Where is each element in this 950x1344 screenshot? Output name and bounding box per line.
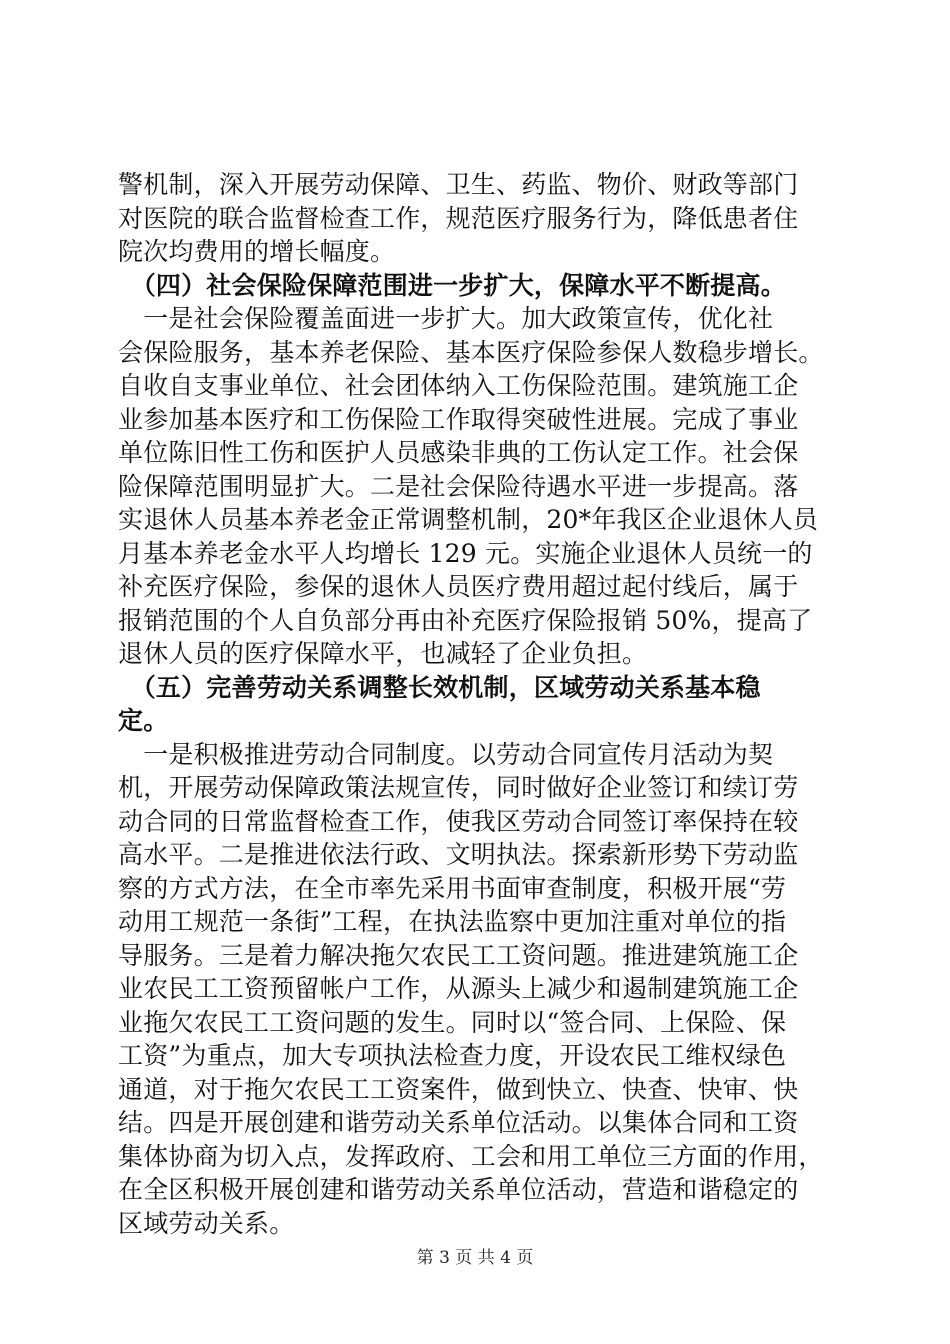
text-line: 通道，对于拖欠农民工工资案件，做到快立、快查、快审、快: [118, 1074, 799, 1104]
text-line: 会保险服务，基本养老保险、基本医疗保险参保人数稳步增长。: [118, 337, 824, 367]
text-line: 报销范围的个人自负部分再由补充医疗保险报销 50%，提高了: [118, 605, 813, 635]
text-line: 一是社会保险覆盖面进一步扩大。加大政策宣传，优化社: [118, 304, 774, 333]
page-number-footer: 第 3 页 共 4 页: [416, 1248, 534, 1268]
text-line: 一是积极推进劳动合同制度。以劳动合同宣传月活动为契: [118, 739, 774, 769]
text-line: 察的方式方法，在全市率先采用书面审查制度，积极开展“劳: [118, 873, 787, 903]
text-line: 退休人员的医疗保障水平，也减轻了企业负担。: [118, 639, 648, 668]
section-heading: （四）社会保险保障范围进一步扩大，保障水平不断提高。: [118, 270, 786, 300]
text-line: 业参加基本医疗和工伤保险工作取得突破性进展。完成了事业: [118, 404, 799, 434]
text-line: 月基本养老金水平人均增长 129 元。实施企业退休人员统一的: [118, 538, 813, 568]
text-line: 险保障范围明显扩大。二是社会保险待遇水平进一步提高。落: [118, 471, 799, 501]
section-heading: 定。: [118, 706, 169, 735]
text-line: 补充医疗保险，参保的退休人员医疗费用超过起付线后，属于: [118, 572, 799, 601]
document-body: [118, 168, 838, 1240]
text-line: 自收自支事业单位、社会团体纳入工伤保险范围。建筑施工企: [118, 371, 799, 400]
section-heading: （五）完善劳动关系调整长效机制，区域劳动关系基本稳: [118, 672, 761, 702]
text-line: 业农民工工资预留帐户工作，从源头上减少和遏制建筑施工企: [118, 974, 799, 1003]
text-line: 区域劳动关系。: [118, 1208, 295, 1238]
text-line: 动合同的日常监督检查工作，使我区劳动合同签订率保持在较: [118, 806, 799, 836]
text-line: 警机制，深入开展劳动保障、卫生、药监、物价、财政等部门: [118, 170, 799, 199]
text-line: 动用工规范一条街”工程，在执法监察中更加注重对单位的指: [118, 907, 787, 936]
text-line: 机，开展劳动保障政策法规宣传，同时做好企业签订和续订劳: [118, 773, 799, 802]
text-line: 单位陈旧性工伤和医护人员感染非典的工伤认定工作。社会保: [118, 438, 799, 467]
text-line: 业拖欠农民工工资问题的发生。同时以“签合同、上保险、保: [118, 1007, 787, 1037]
text-line: 实退休人员基本养老金正常调整机制，20*年我区企业退休人员: [118, 505, 819, 534]
text-line: 集体协商为切入点，发挥政府、工会和用工单位三方面的作用，: [118, 1141, 824, 1171]
text-line: 高水平。二是推进依法行政、文明执法。探索新形势下劳动监: [118, 840, 799, 869]
text-line: 在全区积极开展创建和谐劳动关系单位活动，营造和谐稳定的: [118, 1175, 799, 1204]
text-line: 院次均费用的增长幅度。: [118, 237, 396, 266]
text-line: 对医院的联合监督检查工作，规范医疗服务行为，降低患者住: [118, 203, 799, 233]
text-line: 导服务。三是着力解决拖欠农民工工资问题。推进建筑施工企: [118, 940, 799, 970]
text-line: 结。四是开展创建和谐劳动关系单位活动。以集体合同和工资: [118, 1108, 799, 1137]
text-line: 工资”为重点，加大专项执法检查力度，开设农民工维权绿色: [118, 1041, 787, 1070]
